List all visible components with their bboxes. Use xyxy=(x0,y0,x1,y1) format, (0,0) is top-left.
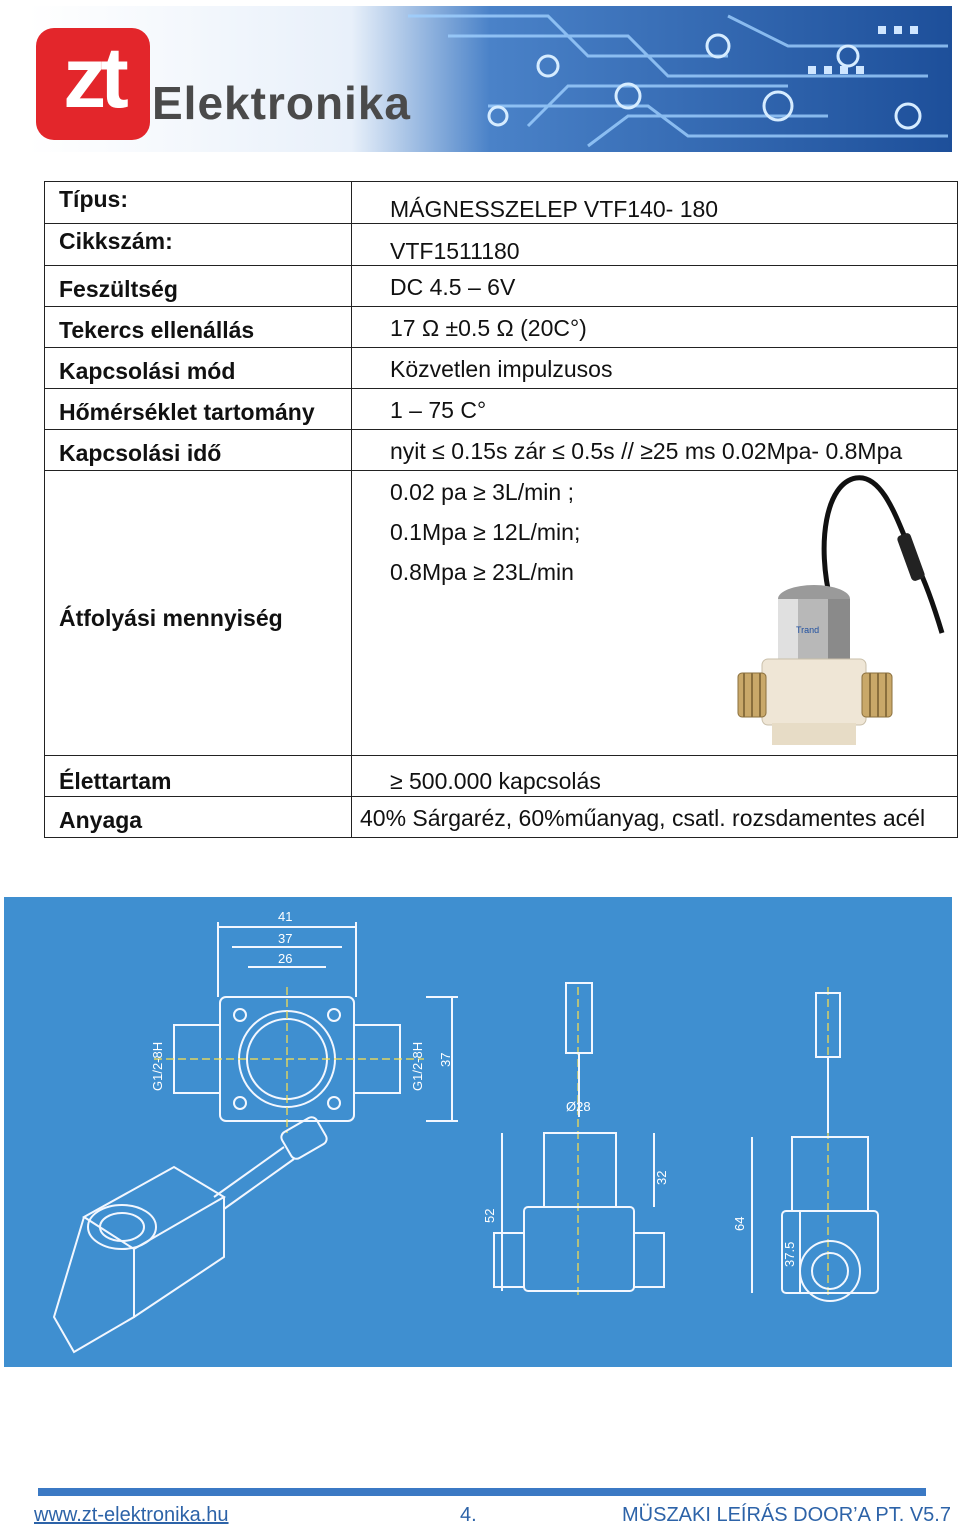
logo-mark: zt xyxy=(36,28,150,140)
spec-row xyxy=(45,348,958,389)
spec-row xyxy=(45,266,958,307)
spec-value: DC 4.5 – 6V xyxy=(390,274,516,300)
dim-height-37: 37 xyxy=(438,1052,453,1067)
dim-h-32: 32 xyxy=(654,1170,669,1185)
spec-table xyxy=(44,181,958,838)
valve-brand-label: Trand xyxy=(796,625,820,635)
dim-h-52: 52 xyxy=(482,1208,497,1223)
spec-row xyxy=(45,389,958,430)
spec-label: Kapcsolási idő xyxy=(59,440,222,466)
flow-value-line: 0.1Mpa ≥ 12L/min; xyxy=(390,519,581,545)
header-banner xyxy=(28,6,952,152)
footer-page-number: 4. xyxy=(460,1504,477,1526)
spec-value: VTF1511180 xyxy=(390,238,520,264)
spec-label: Élettartam xyxy=(59,768,172,794)
spec-label: Anyaga xyxy=(59,807,143,833)
spec-label: Átfolyási mennyiség xyxy=(59,605,283,631)
spec-value: Közvetlen impulzusos xyxy=(390,356,613,382)
dim-37: 37 xyxy=(278,931,293,946)
logo-wordmark: Elektronika xyxy=(152,77,411,129)
footer-bar xyxy=(38,1488,926,1496)
dim-h-37-5: 37.5 xyxy=(782,1241,797,1267)
spec-label: Típus: xyxy=(59,186,128,212)
dim-dia-28: Ø28 xyxy=(566,1099,591,1114)
spec-value: ≥ 500.000 kapcsolás xyxy=(390,768,601,794)
spec-row xyxy=(45,797,958,838)
flow-value-line: 0.02 pa ≥ 3L/min ; xyxy=(390,479,574,505)
spec-label: Feszültség xyxy=(59,276,178,302)
dim-h-64: 64 xyxy=(732,1216,747,1231)
dim-41: 41 xyxy=(278,909,293,924)
spec-row-flow xyxy=(45,471,958,756)
spec-row xyxy=(45,307,958,348)
spec-row xyxy=(45,756,958,797)
dim-thread-left: G1/2-8H xyxy=(150,1041,165,1091)
spec-value: MÁGNESSZELEP VTF140- 180 xyxy=(390,196,719,222)
dim-26: 26 xyxy=(278,951,293,966)
footer-website-link[interactable]: www.zt-elektronika.hu xyxy=(34,1504,229,1526)
spec-label: Cikkszám: xyxy=(59,228,173,254)
spec-label: Kapcsolási mód xyxy=(59,358,236,384)
technical-drawing xyxy=(4,897,952,1367)
spec-value: nyit ≤ 0.15s zár ≤ 0.5s // ≥25 ms 0.02Mpa- 0.8Mpa xyxy=(390,438,903,464)
flow-value-line: 0.8Mpa ≥ 23L/min xyxy=(390,559,574,585)
dim-thread-right: G1/2-8H xyxy=(410,1041,425,1091)
spec-row xyxy=(45,182,958,224)
spec-row xyxy=(45,224,958,266)
valve-photo xyxy=(736,473,946,753)
spec-label: Tekercs ellenállás xyxy=(59,317,255,343)
technical-drawing-svg xyxy=(4,897,952,1367)
spec-value: 1 – 75 C° xyxy=(390,397,487,423)
spec-value: 17 Ω ±0.5 Ω (20C°) xyxy=(390,315,587,341)
footer-document-title: MÜSZAKI LEÍRÁS DOOR’A PT. V5.7 xyxy=(622,1504,951,1526)
spec-label: Hőmérséklet tartomány xyxy=(59,399,315,425)
spec-row xyxy=(45,430,958,471)
spec-value: 40% Sárgaréz, 60%műanyag, csatl. rozsdamentes acél xyxy=(360,805,926,831)
